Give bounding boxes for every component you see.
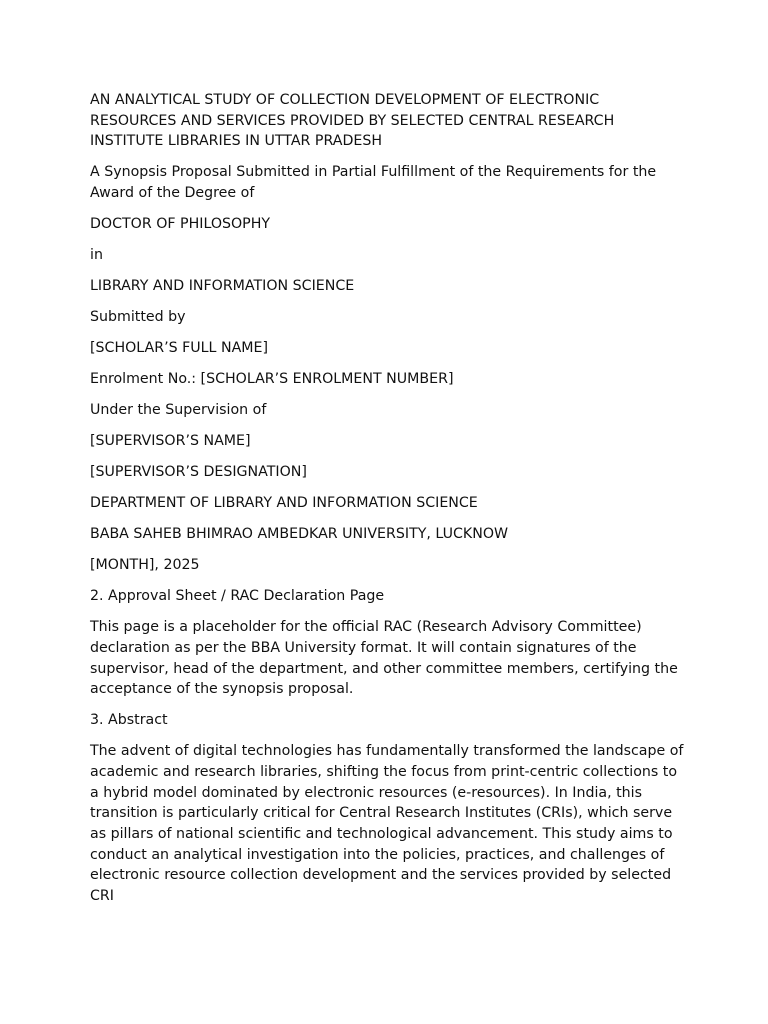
department-name: DEPARTMENT OF LIBRARY AND INFORMATION SCIENCE	[90, 495, 478, 512]
subject-name: LIBRARY AND INFORMATION SCIENCE	[90, 278, 355, 295]
proposal-statement: A Synopsis Proposal Submitted in Partial Fulfillment of the Requirements for the Award of the Degree of	[90, 164, 657, 202]
section-3-body: The advent of digital technologies has fundamentally transformed the landscape of academic and research libraries, shifting the focus from print-centric collections to a hybrid model dominated by electronic resources (e-resources). In India, this transition is particularly critical for Central Research Institutes (CRIs), which serve as pillars of national scientific and technological advancement. This study aims to conduct an analytical investigation into the policies, practices, and challenges of electronic resource collection development and the services provided by selected CRI	[90, 743, 684, 905]
degree-name: DOCTOR OF PHILOSOPHY	[90, 216, 271, 233]
supervision-label: Under the Supervision of	[90, 402, 267, 419]
submitted-by-label: Submitted by	[90, 309, 186, 326]
section-2-heading: 2. Approval Sheet / RAC Declaration Page	[90, 588, 385, 605]
supervisor-designation: [SUPERVISOR’S DESIGNATION]	[90, 464, 307, 481]
scholar-name: [SCHOLAR’S FULL NAME]	[90, 340, 269, 357]
in-word: in	[90, 247, 103, 264]
document-page	[90, 90, 690, 917]
submission-date: [MONTH], 2025	[90, 557, 200, 574]
enrolment-number: Enrolment No.: [SCHOLAR’S ENROLMENT NUMBER]	[90, 371, 454, 388]
section-3-heading: 3. Abstract	[90, 712, 168, 729]
university-name: BABA SAHEB BHIMRAO AMBEDKAR UNIVERSITY, LUCKNOW	[90, 526, 509, 543]
section-2-body: This page is a placeholder for the official RAC (Research Advisory Committee) declaration as per the BBA University format. It will contain signatures of the supervisor, head of the department, and other committee members, certifying the acceptance of the synopsis proposal.	[90, 619, 678, 698]
supervisor-name: [SUPERVISOR’S NAME]	[90, 433, 251, 450]
document-title: AN ANALYTICAL STUDY OF COLLECTION DEVELOPMENT OF ELECTRONIC RESOURCES AND SERVICES PROVIDED BY SELECTED CENTRAL RESEARCH INSTITUTE LIBRARIES IN UTTAR PRADESH	[90, 92, 615, 150]
